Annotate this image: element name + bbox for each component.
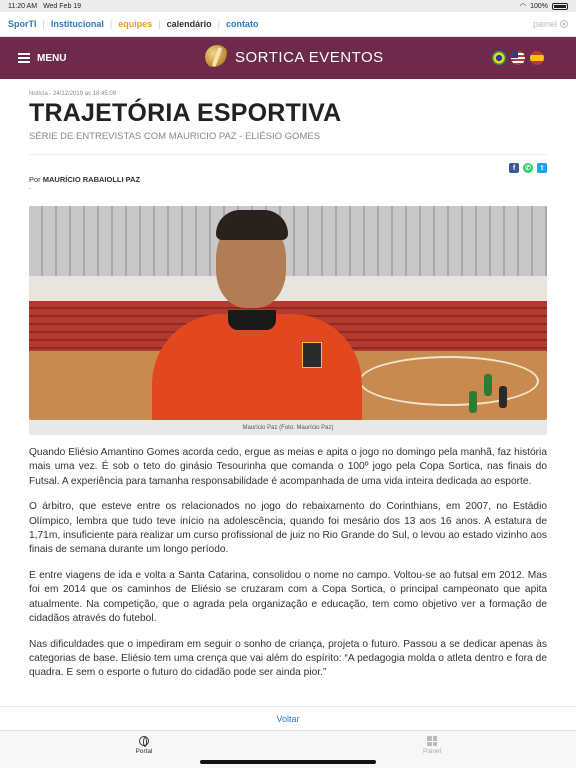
- tab-label: Painel: [422, 748, 442, 755]
- menu-button[interactable]: [18, 53, 66, 64]
- author-subline: -: [29, 186, 31, 192]
- top-nav: [0, 12, 576, 37]
- nav-separator: |: [42, 19, 45, 29]
- painel-label: painel: [532, 19, 557, 29]
- nav-equipes[interactable]: equipes: [118, 19, 153, 29]
- photo-caption: Maurício Paz (Foto: Maurício Paz): [29, 420, 547, 435]
- whatsapp-icon[interactable]: ✆: [523, 163, 533, 173]
- nav-institucional[interactable]: Institucional: [50, 19, 104, 29]
- status-bar: [0, 0, 576, 12]
- battery-percent: 100%: [530, 2, 548, 10]
- battery-icon: [552, 3, 568, 10]
- author-prefix: Por: [29, 175, 41, 184]
- usa-flag-icon[interactable]: [511, 51, 525, 65]
- brand-name: SORTICA EVENTOS: [235, 48, 384, 66]
- article-author: [29, 175, 547, 184]
- facebook-icon[interactable]: f: [509, 163, 519, 173]
- article-subtitle: SÉRIE DE ENTREVISTAS COM MAURICIO PAZ - ELIÉSIO GOMES: [29, 131, 321, 142]
- article-title: TRAJETÓRIA ESPORTIVA: [29, 99, 342, 127]
- voltar-button[interactable]: Voltar: [276, 713, 300, 724]
- grid-icon: [427, 736, 437, 746]
- header-bar: [0, 37, 576, 79]
- nav-separator: |: [217, 19, 220, 29]
- language-flags: [492, 51, 544, 65]
- article-paragraph: O árbitro, que esteve entre os relacionados no jogo do rebaixamento do Corinthians, em 2007, no Estádio Olímpico, lembra que tudo teve início na adolescência, quando foi mesário dos 13 aos 16 anos. A estatura de 1,71m, insuficiente para realizar um curso profissional de juiz no Rio Grande do Sul, o levou ao estado vizinho aos finais de semana durante um longo período.: [29, 501, 547, 556]
- article-body: [29, 446, 547, 681]
- status-date: Wed Feb 19: [43, 2, 82, 10]
- nav-separator: |: [109, 19, 113, 29]
- twitter-icon[interactable]: t: [537, 163, 547, 173]
- play-circle-icon: [560, 20, 568, 28]
- article-paragraph: E entre viagens de ida e volta a Santa Catarina, consolidou o nome no campo. Voltou-se ao futsal em 2012. Mas foi em 2014 que os caminhos de Eliésio se cruzaram com a Copa Sortica, o principal campeonato que apita atualmente. Na competição, que o agrada pela organização e educação, tem como objetivo ver a formação de cidadãos através do futebol.: [29, 570, 547, 624]
- painel-link[interactable]: [533, 19, 568, 29]
- brand-logo-link[interactable]: [205, 45, 384, 69]
- article-paragraph: Quando Eliésio Amantino Gomes acorda cedo, ergue as meias e apita o jogo no domingo pela manhã, faz história mais uma vez. É sob o teto do ginásio Tesourinha que comanda o 100º jogo pela Copa Sortica, nas finais do Futsal. A experiência para tamanha responsabilidade é acompanhada de uma vida inteira dedicada ao esporte.: [29, 447, 547, 487]
- globe-icon: [139, 736, 149, 746]
- nav-separator: |: [158, 19, 161, 29]
- wifi-icon: ◠: [519, 3, 527, 10]
- status-time: 11:20 AM: [8, 2, 38, 10]
- spain-flag-icon[interactable]: [530, 51, 544, 65]
- menu-label: MENU: [37, 52, 67, 64]
- tab-label: Portal: [135, 748, 153, 755]
- article-photo: [29, 206, 547, 420]
- back-bar: [0, 706, 576, 730]
- nav-sporti[interactable]: SporTI: [8, 19, 37, 29]
- article-meta: Notícia - 24/12/2019 às 18:45:09: [29, 91, 117, 97]
- article-paragraph: Nas dificuldades que o impediram em seguir o sonho de criança, projeta o futuro. Passou a se dedicar apenas às categorias de base. Eliésio tem uma crença que vai além do espírito: “A pedagogia molda o atleta dentro e fora de quadra. E sem o esporte o futuro do cidadão pode ser ainda pior.”: [29, 638, 547, 679]
- divider: [29, 154, 547, 155]
- home-indicator[interactable]: [200, 760, 376, 764]
- author-name: MAURÍCIO RABAIOLLI PAZ: [42, 175, 141, 184]
- hamburger-icon: [18, 53, 30, 63]
- nav-contato[interactable]: contato: [225, 19, 259, 29]
- article: [29, 79, 547, 706]
- share-buttons: [29, 163, 547, 173]
- sortica-logo-icon: [205, 45, 229, 69]
- brazil-flag-icon[interactable]: [492, 51, 506, 65]
- nav-calendario[interactable]: calendário: [166, 19, 212, 29]
